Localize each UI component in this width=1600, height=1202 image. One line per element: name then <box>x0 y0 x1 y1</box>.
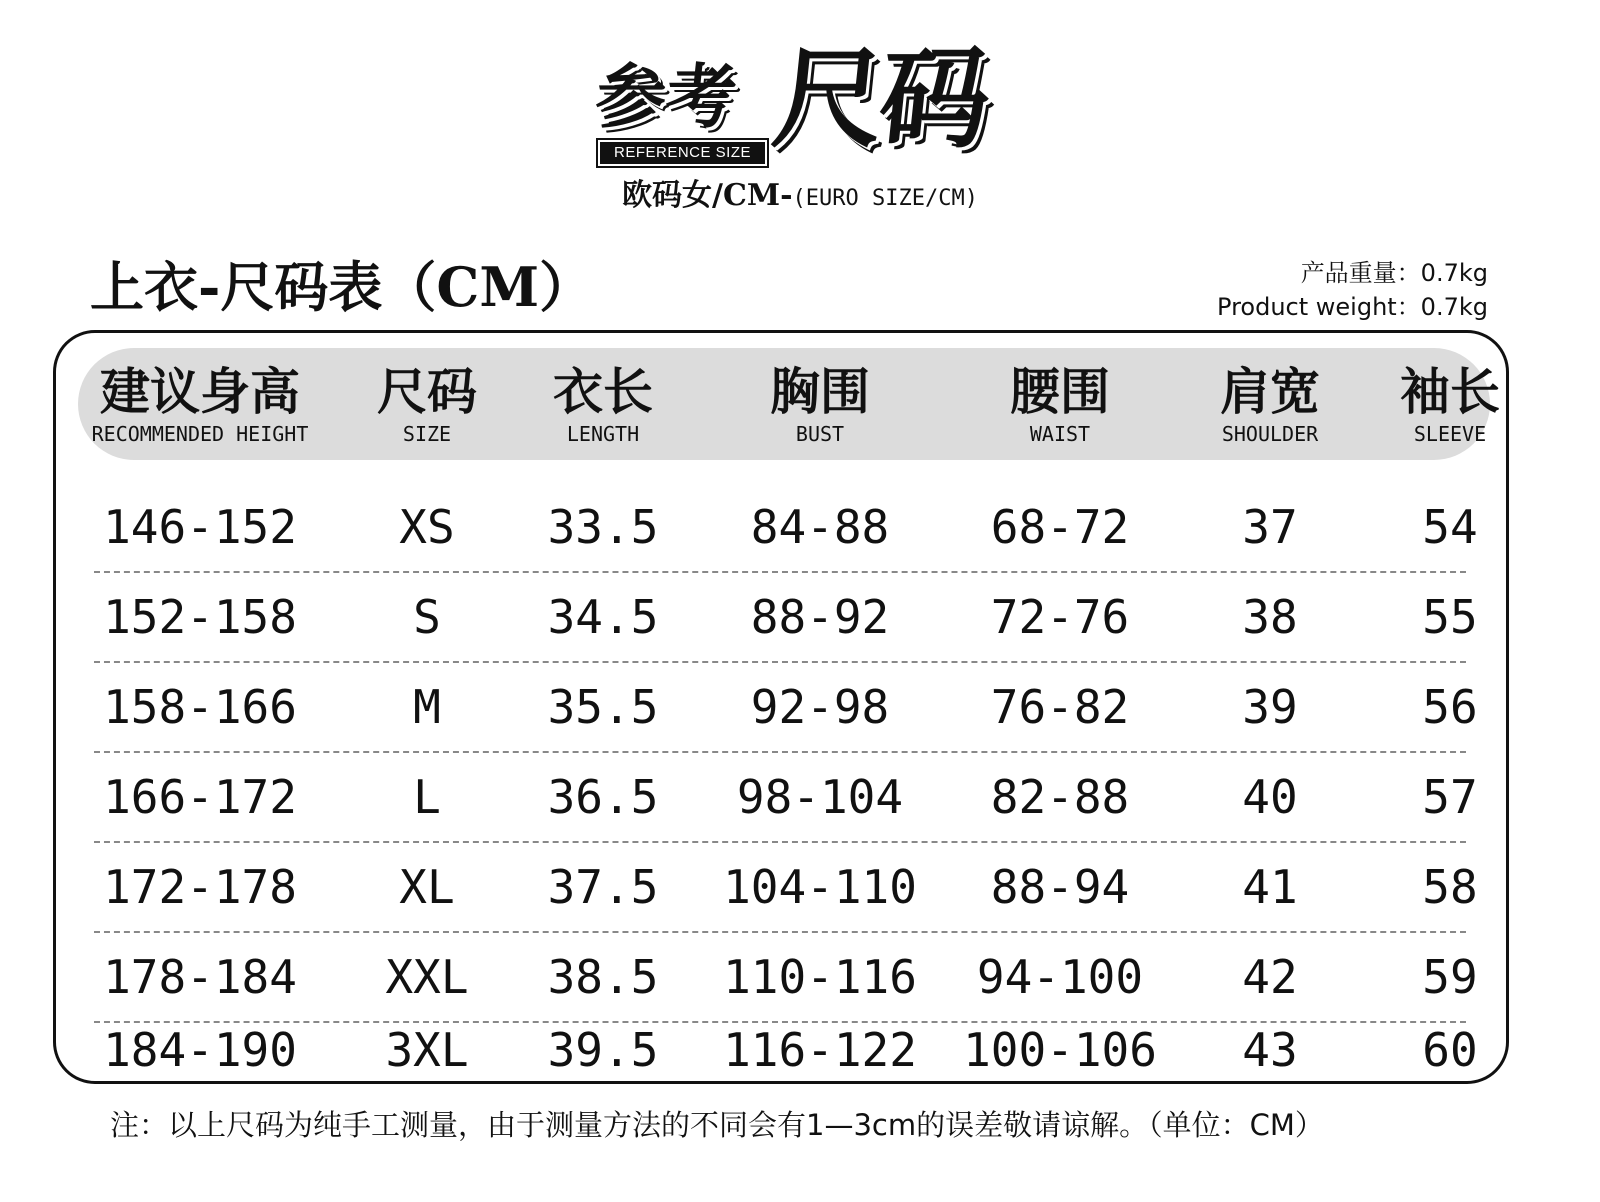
cell-bust: 88-92 <box>750 590 890 644</box>
header-length-zh: 衣长 <box>553 363 653 421</box>
cell-height: 172-178 <box>103 860 297 914</box>
cell-bust: 104-110 <box>723 860 917 914</box>
cell-sleeve: 59 <box>1422 950 1478 1004</box>
table-row <box>0 572 1600 662</box>
header-bust-zh: 胸围 <box>770 363 870 421</box>
cell-shoulder: 40 <box>1242 770 1298 824</box>
reference-size-logo <box>591 34 996 170</box>
cell-waist: 82-88 <box>990 770 1130 824</box>
cell-height: 166-172 <box>103 770 297 824</box>
cell-shoulder: 37 <box>1242 500 1298 554</box>
header-size <box>347 362 507 446</box>
cell-sleeve: 57 <box>1422 770 1478 824</box>
table-row <box>0 752 1600 842</box>
cell-bust: 116-122 <box>723 1023 917 1077</box>
cell-shoulder: 41 <box>1242 860 1298 914</box>
product-weight <box>1217 256 1488 324</box>
cell-length: 37.5 <box>547 860 659 914</box>
cell-length: 35.5 <box>547 680 659 734</box>
cell-size: L <box>413 770 441 824</box>
cell-sleeve: 60 <box>1422 1023 1478 1077</box>
header-waist-zh: 腰围 <box>1010 363 1110 421</box>
product-weight-zh: 产品重量：0.7kg <box>1300 259 1488 287</box>
header-height-en: RECOMMENDED HEIGHT <box>91 422 309 446</box>
cell-length: 39.5 <box>547 1023 659 1077</box>
cell-bust: 84-88 <box>750 500 890 554</box>
table-row <box>0 932 1600 1022</box>
cell-waist: 88-94 <box>990 860 1130 914</box>
header-height-zh: 建议身高 <box>100 363 300 421</box>
measurement-note: 注：以上尺码为纯手工测量，由于测量方法的不同会有1—3cm的误差敬请谅解。（单位：CM） <box>110 1108 1324 1142</box>
cell-shoulder: 38 <box>1242 590 1298 644</box>
header-bust-en: BUST <box>795 422 845 446</box>
table-row <box>0 662 1600 752</box>
header-sleeve <box>1370 362 1530 446</box>
cell-sleeve: 58 <box>1422 860 1478 914</box>
cell-size: XXL <box>385 950 469 1004</box>
header-waist-en: WAIST <box>1029 422 1091 446</box>
cell-length: 36.5 <box>547 770 659 824</box>
cell-shoulder: 42 <box>1242 950 1298 1004</box>
header-bust <box>720 362 920 446</box>
cell-waist: 100-106 <box>963 1023 1157 1077</box>
cell-height: 184-190 <box>103 1023 297 1077</box>
cell-length: 38.5 <box>547 950 659 1004</box>
cell-shoulder: 39 <box>1242 680 1298 734</box>
cell-height: 152-158 <box>103 590 297 644</box>
cell-height: 158-166 <box>103 680 297 734</box>
logo-text-reference: 参考 <box>591 55 741 138</box>
product-weight-en: Product weight：0.7kg <box>1217 293 1488 321</box>
cell-height: 146-152 <box>103 500 297 554</box>
subtitle-zh: 欧码女/CM- <box>622 178 793 213</box>
header-length <box>523 362 683 446</box>
cell-length: 34.5 <box>547 590 659 644</box>
cell-waist: 76-82 <box>990 680 1130 734</box>
cell-size: S <box>413 590 441 644</box>
cell-bust: 92-98 <box>750 680 890 734</box>
cell-size: XL <box>399 860 455 914</box>
subtitle-en: (EURO SIZE/CM) <box>792 186 978 211</box>
header-size-en: SIZE <box>402 422 452 446</box>
cell-height: 178-184 <box>103 950 297 1004</box>
cell-size: 3XL <box>385 1023 469 1077</box>
cell-bust: 98-104 <box>736 770 904 824</box>
cell-size: M <box>413 680 441 734</box>
header-shoulder-zh: 肩宽 <box>1220 363 1320 421</box>
cell-sleeve: 56 <box>1422 680 1478 734</box>
cell-waist: 72-76 <box>990 590 1130 644</box>
size-standard-subtitle <box>0 178 1600 217</box>
logo-badge: REFERENCE SIZE <box>598 140 767 166</box>
table-row <box>0 1022 1600 1088</box>
header-shoulder <box>1180 362 1360 446</box>
cell-waist: 94-100 <box>976 950 1144 1004</box>
header-shoulder-en: SHOULDER <box>1221 422 1319 446</box>
table-title: 上衣-尺码表（CM） <box>90 255 594 319</box>
header-size-zh: 尺码 <box>377 363 477 421</box>
header-waist <box>960 362 1160 446</box>
cell-size: XS <box>399 500 455 554</box>
cell-shoulder: 43 <box>1242 1023 1298 1077</box>
cell-bust: 110-116 <box>723 950 917 1004</box>
header-sleeve-zh: 袖长 <box>1400 363 1500 421</box>
header-height <box>80 362 320 446</box>
cell-sleeve: 54 <box>1422 500 1478 554</box>
table-row <box>0 482 1600 572</box>
header-sleeve-en: SLEEVE <box>1413 422 1487 446</box>
header-length-en: LENGTH <box>566 422 640 446</box>
cell-waist: 68-72 <box>990 500 1130 554</box>
cell-length: 33.5 <box>547 500 659 554</box>
cell-sleeve: 55 <box>1422 590 1478 644</box>
table-row <box>0 842 1600 932</box>
logo-text-size: 尺码 <box>767 34 993 163</box>
